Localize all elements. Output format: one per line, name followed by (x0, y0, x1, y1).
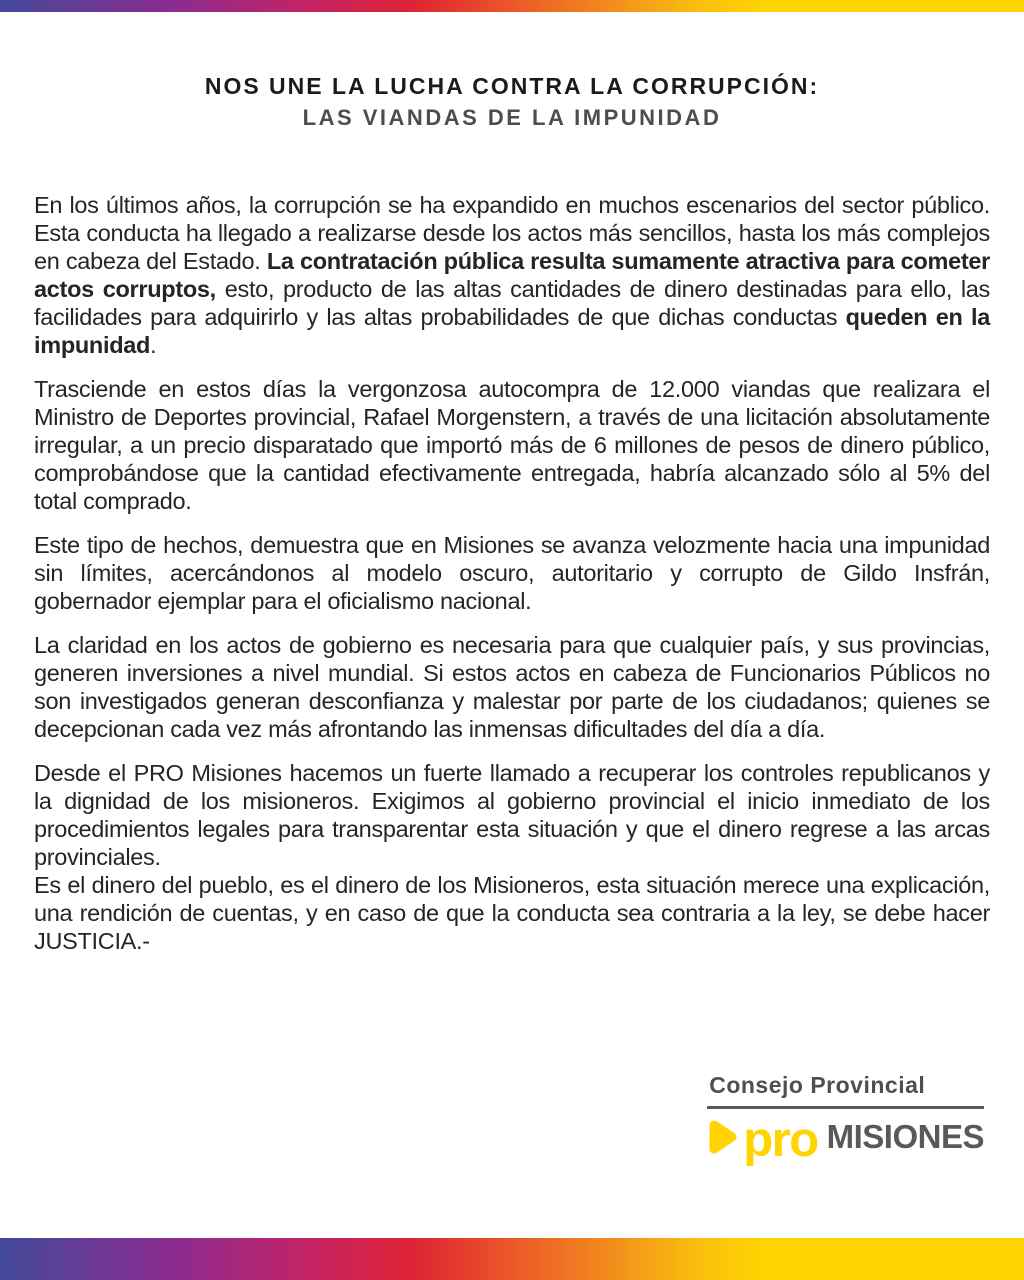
pro-wordmark: pro (743, 1113, 818, 1167)
page-title (34, 71, 990, 133)
top-gradient-bar (0, 0, 1024, 12)
paragraph-1-text-3: . (150, 332, 157, 358)
logo-divider (707, 1106, 984, 1109)
paragraph-1-bold-1: La contratación pública resulta sumamente atractiva para cometer actos corruptos, (34, 248, 990, 302)
title-line-2: LAS VIANDAS DE LA IMPUNIDAD (302, 105, 722, 130)
body-text (34, 191, 990, 955)
misiones-wordmark: MISIONES (826, 1118, 984, 1155)
paragraph-1-bold-2: queden en la impunidad (34, 304, 991, 358)
paragraph-1-text-2: esto, producto de las altas cantidades de dinero destinadas para ello, las facilidades para adquirirlo y las altas probabilidades de que dichas conductas (34, 276, 990, 330)
pro-misiones-signature (707, 1072, 984, 1167)
paragraph-2: Trasciende en estos días la vergonzosa autocompra de 12.000 viandas que realizara el Ministro de Deportes provincial, Rafael Morgenstern, a través de una licitación absolutamente irregular, a un precio disparatado que importó más de 6 millones de pesos de dinero público, comprobándose que la cantidad efectivamente entregada, habría alcanzado sólo al 5% del total comprado. (34, 376, 990, 514)
play-triangle-icon (707, 1118, 738, 1156)
paragraph-6: Es el dinero del pueblo, es el dinero de los Misioneros, esta situación merece una explicación, una rendición de cuentas, y en caso de que la conducta sea contraria a la ley, se debe hacer JUSTICIA.- (34, 872, 990, 954)
paragraph-3: Este tipo de hechos, demuestra que en Misiones se avanza velozmente hacia una impunidad sin límites, acercándonos al modelo oscuro, autoritario y corrupto de Gildo Insfrán, gobernador ejemplar para el oficialismo nacional. (34, 532, 990, 614)
paragraph-4: La claridad en los actos de gobierno es necesaria para que cualquier país, y sus provincias, generen inversiones a nivel mundial. Si estos actos en cabeza de Funcionarios Públicos no son investigados generan desconfianza y malestar por parte de los ciudadanos; quienes se decepcionan cada vez más afrontando las inmensas dificultades del día a día. (34, 632, 990, 742)
bottom-gradient-bar (0, 1238, 1024, 1280)
title-line-1: NOS UNE LA LUCHA CONTRA LA CORRUPCIÓN: (204, 73, 820, 99)
paragraph-1-text-1: En los últimos años, la corrupción se ha expandido en muchos escenarios del sector público. Esta conducta ha llegado a realizarse desde los actos más sencillos, hasta los más complejos en cabeza del Estado. (34, 192, 990, 274)
consejo-provincial-label: Consejo Provincial (709, 1072, 926, 1098)
pro-misiones-logo (707, 1113, 984, 1167)
paragraph-1 (34, 191, 990, 359)
paragraph-5: Desde el PRO Misiones hacemos un fuerte llamado a recuperar los controles republicanos y la dignidad de los misioneros. Exigimos al gobierno provincial el inicio inmediato de los procedimientos legales para transparentar esta situación y que el dinero regrese a las arcas provinciales. (34, 760, 990, 870)
